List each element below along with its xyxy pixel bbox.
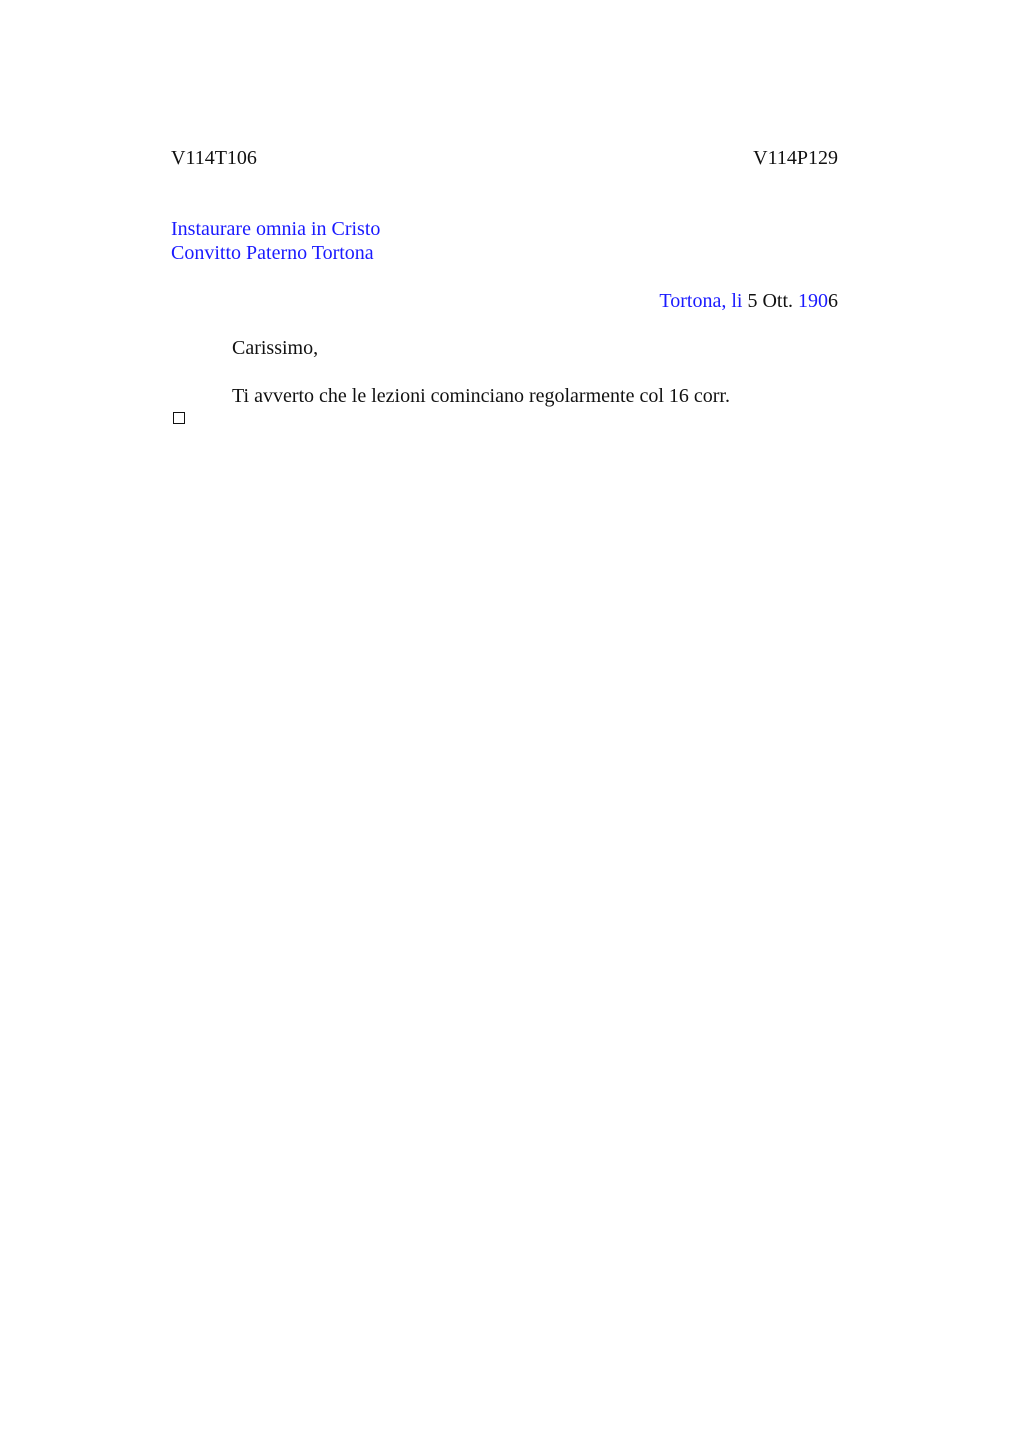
letterhead-motto: Instaurare omnia in Cristo — [171, 218, 381, 240]
letter-salutation: Carissimo, — [232, 337, 319, 359]
letterhead-institution: Convitto Paterno Tortona — [171, 242, 374, 264]
dateline-day-month: 5 Ott. — [747, 290, 793, 312]
document-code-right: V114P129 — [753, 147, 838, 169]
document-code-left: V114T106 — [171, 147, 257, 169]
letter-body-line: Ti avverto che le lezioni cominciano regolarmente col 16 corr. — [232, 385, 730, 407]
dateline-place: Tortona, li — [659, 290, 743, 312]
checkbox-icon — [173, 412, 185, 424]
dateline — [659, 289, 838, 313]
dateline-year-handwritten: 6 — [828, 290, 838, 312]
dateline-year-printed: 190 — [798, 290, 828, 312]
